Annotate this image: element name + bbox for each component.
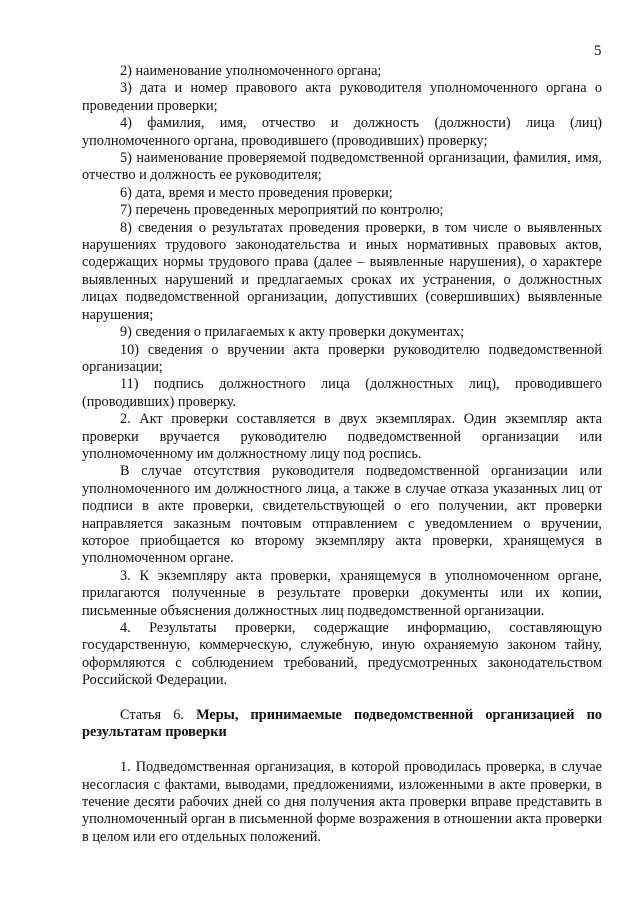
document-body	[82, 63, 602, 846]
paragraph-item-3: 3) дата и номер правового акта руководителя уполномоченного органа о проведении проверки;	[82, 80, 602, 114]
paragraph-item-6: 6) дата, время и место проведения проверки;	[120, 184, 393, 201]
paragraph-point-3: 3. К экземпляру акта проверки, хранящемуся в уполномоченном органе, прилагаются полученные в результате проверки документы или их копии, письменные объяснения должностных лиц подведомственной организации.	[82, 567, 602, 619]
paragraph-point-4: 4. Результаты проверки, содержащие информацию, составляющую государственную, коммерческую, служебную, иную охраняемую законом тайну, оформляются с соблюдением требований, предусмотренных законодательством Российской Федерации.	[82, 620, 602, 689]
paragraph-item-8: 8) сведения о результатах проведения проверки, в том числе о выявленных нарушениях трудового законодательства и иных нормативных правовых актов, содержащих нормы трудового права (далее – выявленные нарушения), о характере выявленных нарушений и предлагаемых сроках их устранения, о должностных лицах подведомственной организации, допустивших (совершивших) выявленные нарушения;	[82, 219, 602, 323]
page-number: 5	[594, 43, 602, 59]
paragraph-item-4: 4) фамилия, имя, отчество и должность (должности) лица (лиц) уполномоченного органа, проводившего (проводивших) проверку;	[82, 115, 602, 149]
article-title: Меры, принимаемые подведомственной организацией по результатам проверки	[82, 707, 602, 741]
paragraph-item-9: 9) сведения о прилагаемых к акту проверки документах;	[120, 324, 465, 341]
paragraph-item-10: 10) сведения о вручении акта проверки руководителю подведомственной организации;	[82, 341, 602, 375]
paragraph-item-2: 2) наименование уполномоченного органа;	[120, 63, 382, 79]
article-heading	[82, 707, 602, 742]
article-label: Статья 6.	[120, 707, 197, 724]
article-paragraph-1: 1. Подведомственная организация, в которой проводилась проверка, в случае несогласия с фактами, выводами, предложениями, изложенными в акте проверки, в течение десяти рабочих дней со дня получения акта проверки вправе представить в уполномоченный орган в письменной форме возражения в отношении акта проверки в целом или его отдельных положений.	[82, 759, 602, 845]
paragraph-item-7: 7) перечень проведенных мероприятий по контролю;	[120, 202, 444, 219]
paragraph-point-2: 2. Акт проверки составляется в двух экземплярах. Один экземпляр акта проверки вручается руководителю подведомственной организации или уполномоченному им должностному лицу под роспись.	[82, 411, 602, 462]
paragraph-item-5: 5) наименование проверяемой подведомственной организации, фамилия, имя, отчество и должность ее руководителя;	[82, 150, 602, 184]
paragraph-absence-case: В случае отсутствия руководителя подведомственной организации или уполномоченного им должностного лица, а также в случае отказа указанных лиц от подписи в акте проверки, свидетельствующей о его получении, акт проверки направляется заказным почтовым отправлением с уведомлением о вручении, которое приобщается ко второму экземпляру акта проверки, хранящемуся в уполномоченном органе.	[82, 463, 602, 567]
paragraph-item-11: 11) подпись должностного лица (должностных лиц), проводившего (проводивших) проверку.	[82, 376, 602, 410]
